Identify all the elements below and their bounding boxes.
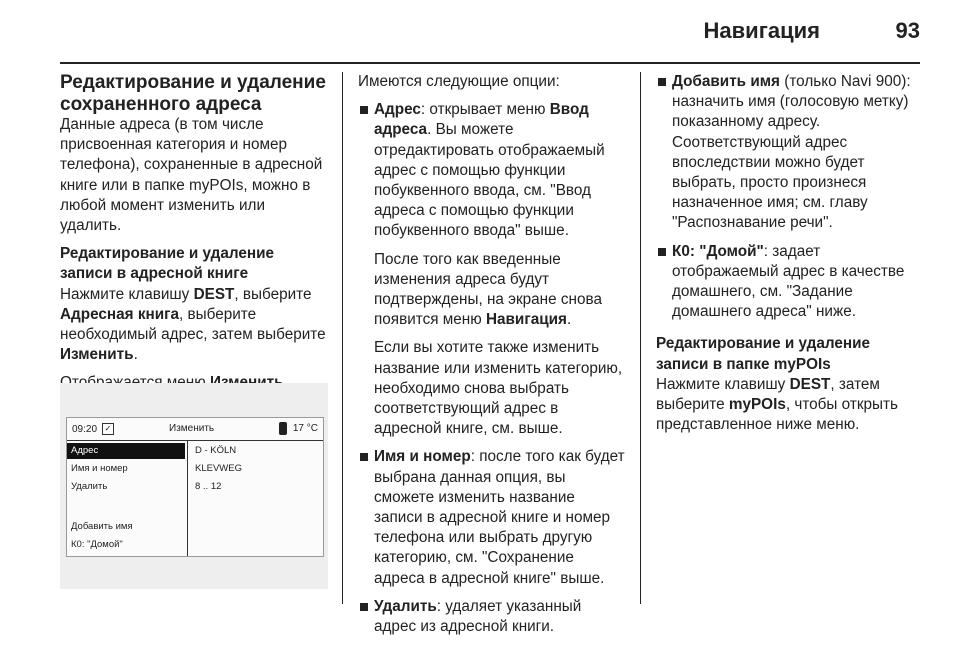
section-heading: Редактирование и удаление сохраненного адреса <box>60 72 326 115</box>
header-title: Навигация <box>703 18 820 43</box>
menu-item-name-number[interactable]: Имя и номер <box>71 463 128 474</box>
screen-status-bar <box>67 418 323 441</box>
menu-item-delete[interactable]: Удалить <box>71 481 108 492</box>
edit-option: Изменить <box>60 346 134 364</box>
header-rule <box>60 62 920 64</box>
check-icon: ✓ <box>102 423 114 435</box>
bullet-icon <box>658 248 666 256</box>
column-3 <box>656 72 924 443</box>
page-header <box>0 0 960 60</box>
bullet-icon <box>658 78 666 86</box>
instruction-paragraph: Нажмите клавишу DEST, затем выберите myPOIs, чтобы открыть представленное ниже меню. <box>656 375 899 434</box>
screen-menu <box>67 441 188 556</box>
mypois-option: myPOIs <box>728 396 786 414</box>
intro-paragraph: Данные адреса (в том числе присвоенная категория и номер телефона), сохраненные в адресной книге или в папке myPOIs, можно в любой момент изменить или удалить. <box>60 116 323 235</box>
address-book-option: Адресная книга <box>60 305 180 323</box>
instruction-paragraph: Нажмите клавишу DEST, выберите Адресная книга, выберите необходимый адрес, затем выберите Изменить. <box>60 285 326 364</box>
sub-heading: Редактирование и удаление записи в адресной книге <box>60 245 275 283</box>
screen-temperature: 17 °C <box>292 423 318 434</box>
column-1 <box>60 72 328 402</box>
menu-item-add-name[interactable]: Добавить имя <box>71 521 133 532</box>
options-intro: Имеются следующие опции: <box>358 73 560 90</box>
value-street: KLEVWEG <box>195 463 242 474</box>
bullet-icon <box>360 106 368 114</box>
column-separator <box>342 72 343 604</box>
display-screen <box>66 417 324 557</box>
list-item: Имя и номер: после того как будет выбрана данная опция, вы сможете изменить название записи в адресной книге и номер телефона или выбрать другую категорию, см. "Сохранение адреса в адресной книге" выше. <box>358 447 626 588</box>
list-item-note: Если вы хотите также изменить название или изменить категорию, необходимо снова выбрать соответствующий адрес в адресной книге, см. выше. <box>374 339 623 438</box>
list-item: Удалить: удаляет указанный адрес из адресной книги. <box>358 597 626 637</box>
menu-item-home[interactable]: К0: "Домой" <box>71 539 123 550</box>
bullet-icon <box>360 603 368 611</box>
list-item: К0: "Домой": задает отображаемый адрес в качестве домашнего, см. "Задание домашнего адреса" ниже. <box>656 242 924 323</box>
dest-key: DEST <box>193 285 235 303</box>
value-city: D - KÖLN <box>195 445 237 456</box>
display-screenshot <box>60 383 328 589</box>
page-number: 93 <box>895 18 920 43</box>
dest-key: DEST <box>789 375 831 393</box>
screen-values <box>191 441 323 556</box>
list-item-note: После того как введенные изменения адреса будут подтверждены, на экране снова появится меню Навигация. <box>374 250 602 329</box>
list-item: Адрес: открывает меню Ввод адреса. Вы можете отредактировать отображаемый адрес с помощью функции побуквенного ввода, см. "Ввод адреса с помощью функции побуквенного ввода" выше. <box>358 100 626 241</box>
column-separator <box>640 72 641 604</box>
sub-heading: Редактирование и удаление записи в папке myPOIs <box>656 335 871 373</box>
value-house-number: 8 .. 12 <box>195 481 222 492</box>
phone-icon <box>279 422 287 435</box>
list-item: Добавить имя (только Navi 900): назначить имя (голосовую метку) показанному адресу. Соответствующий адрес впоследствии можно будет выбрать, просто произнеся назначенное имя; см. главу "Распознавание речи". <box>656 72 924 234</box>
menu-item-address[interactable]: Адрес <box>67 443 185 459</box>
screen-title: Изменить <box>169 423 215 434</box>
column-2 <box>358 72 626 645</box>
bullet-icon <box>360 453 368 461</box>
screen-time: 09:20 <box>72 423 98 435</box>
